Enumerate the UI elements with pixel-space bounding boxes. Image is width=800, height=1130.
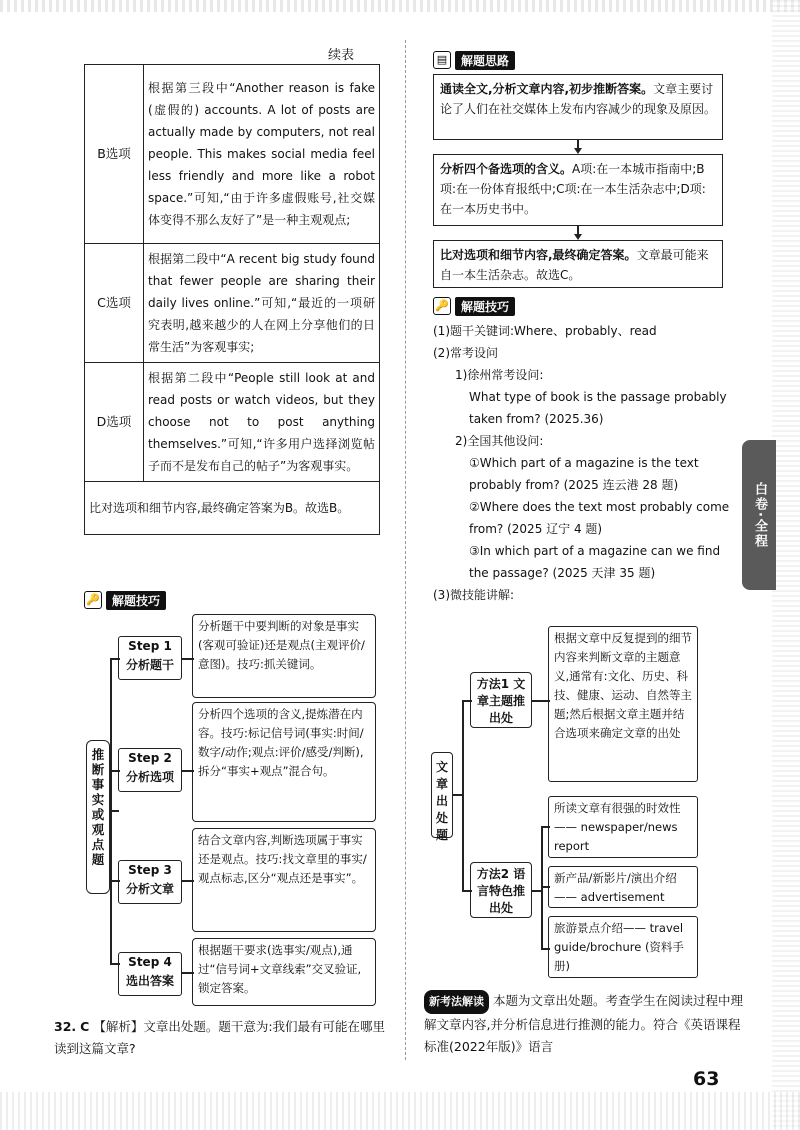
table-row: [85, 363, 380, 482]
connector-line: [110, 658, 112, 963]
tip-line: ①Which part of a magazine is the text probably from? (2025 连云港 28 题): [469, 456, 699, 492]
continued-label: 续表: [328, 48, 355, 63]
step-1-subtitle: 分析题干: [125, 658, 174, 672]
table-row: [85, 482, 380, 535]
connector-line: [462, 700, 464, 890]
step-2-title: Step 2: [128, 751, 172, 765]
tips-list: [433, 320, 733, 606]
flow-step-2: [433, 154, 723, 226]
left-tips-header: [84, 590, 166, 610]
flow-step-2-bold: 分析四个备选项的含义。: [440, 162, 573, 176]
option-label: C选项: [85, 244, 144, 363]
flow-step-1-bold: 通读全文,分析文章内容,初步推断答案。: [440, 82, 654, 96]
key-icon: 🔑: [433, 297, 451, 315]
flow-step-1: [433, 74, 723, 140]
tip-line: ③In which part of a magazine can we find the passage? (2025 天津 35 题): [469, 544, 721, 580]
scan-noise-right: [772, 0, 800, 1130]
option-analysis-table: [84, 64, 380, 535]
conclusion-text: 比对选项和细节内容,最终确定答案为B。故选B。: [85, 482, 380, 535]
document-icon: ▤: [433, 51, 451, 69]
tip-line: ②Where does the text most probably come from? (2025 辽宁 4 题): [469, 500, 730, 536]
side-tab: 白卷·全程: [742, 440, 776, 590]
step-4-title: Step 4: [128, 955, 172, 969]
step-1-title: Step 1: [128, 639, 172, 653]
fact-opinion-vertical-label: 推断事实或观点题: [86, 740, 110, 894]
scan-noise-top: [0, 0, 800, 12]
tip-line: 1)徐州常考设问:: [455, 368, 544, 382]
new-exam-tag: 新考法解读: [424, 990, 489, 1014]
step-4-subtitle: 选出答案: [125, 974, 174, 988]
column-divider: [405, 40, 406, 1060]
option-text: 根据第二段中“A recent big study found that fewer people are sharing their daily lives online.”可知,“最近的一项研究表明,越来越少的人在网上分享他们的日常生活”为客观事实;: [144, 244, 380, 363]
tip-line: (2)常考设问: [433, 346, 498, 360]
method-2-box: 方法2 语言特色推出处: [470, 862, 532, 918]
flow-step-3-bold: 比对选项和细节内容,最终确定答案。: [440, 248, 637, 262]
method-2-item: 所读文章有很强的时效性—— newspaper/news report: [548, 796, 698, 858]
option-text: 根据第三段中“Another reason is fake (虚假的) accounts. A lot of posts are actually made by computers, not real people. This makes social media feel less friendly and more like a robot space.”可知,“由于许多虚假账号,社交媒体变得不那么友好了”是一种主观观点;: [144, 65, 380, 244]
step-4-box: [118, 952, 182, 996]
method-1-desc: 根据文章中反复提到的细节内容来判断文章的主题意义,通常有:文化、历史、科技、健康、运动、自然等主题;然后根据文章主题并结合选项来确定文章的出处: [548, 626, 698, 782]
tip-line: 2)全国其他设问:: [455, 434, 544, 448]
table-row: [85, 65, 380, 244]
flow-step-1-text: 文章主要讨论了人们在社交媒体上发布内容减少的现象及原因。: [440, 82, 717, 116]
step-1-box: [118, 636, 182, 680]
new-exam-note: [424, 990, 744, 1058]
step-3-desc: 结合文章内容,判断选项属于事实还是观点。技巧:找文章里的事实/观点标志,区分“观点还是事实”。: [192, 828, 376, 932]
step-2-box: [118, 748, 182, 792]
method-1-box: 方法1 文章主题推出处: [470, 672, 532, 728]
left-tips-header-text: 解题技巧: [106, 591, 166, 610]
option-label: D选项: [85, 363, 144, 482]
method-2-item: 新产品/新影片/演出介绍—— advertisement: [548, 866, 698, 908]
step-2-desc: 分析四个选项的含义,提炼潜在内容。技巧:标记信号词(事实:时间/数字/动作;观点:评价/感受/判断),拆分“事实+观点”混合句。: [192, 702, 376, 822]
step-1-desc: 分析题干中要判断的对象是事实(客观可验证)还是观点(主观评价/意图)。技巧:抓关键词。: [192, 614, 376, 698]
method-2-item: 旅游景点介绍—— travel guide/brochure (资料手册): [548, 916, 698, 978]
right-tips-header: [433, 296, 515, 316]
step-3-box: [118, 860, 182, 904]
flow-step-2-text: A项:在一本城市指南中;B项:在一份体育报纸中;C项:在一本生活杂志中;D项:在一本历史书中。: [440, 162, 706, 216]
key-icon: 🔑: [84, 591, 102, 609]
question-answer: C: [80, 1019, 90, 1034]
thinking-header: [433, 50, 515, 70]
page-number: 63: [693, 1068, 720, 1090]
option-label: B选项: [85, 65, 144, 244]
option-text: 根据第二段中“People still look at and read posts or watch videos, but they choose not to post anything themselves.”可知,“许多用户选择浏览帖子而不是发布自己的帖子”为客观事实。: [144, 363, 380, 482]
tip-line: (1)题干关键词:Where、probably、read: [433, 324, 657, 338]
question-32: [54, 1016, 390, 1060]
question-explanation: 【解析】文章出处题。题干意为:我们最有可能在哪里读到这篇文章?: [54, 1019, 386, 1056]
right-tips-header-text: 解题技巧: [455, 297, 515, 316]
flow-step-3-text: 文章最可能来自一本生活杂志。故选C。: [440, 248, 709, 282]
connector-line: [111, 810, 119, 812]
scan-noise-bottom: [0, 1092, 800, 1130]
source-question-vertical-label: 文章出处题: [431, 752, 453, 838]
step-3-title: Step 3: [128, 863, 172, 877]
new-exam-text: 本题为文章出处题。考查学生在阅读过程中理解文章内容,并分析信息进行推测的能力。符合《英语课程标准(2022年版)》语言: [424, 993, 743, 1054]
tip-line: What type of book is the passage probably taken from? (2025.36): [469, 390, 727, 426]
question-number: 32.: [54, 1019, 77, 1034]
tip-line: (3)微技能讲解:: [433, 588, 515, 602]
thinking-header-text: 解题思路: [455, 51, 515, 70]
step-3-subtitle: 分析文章: [125, 882, 174, 896]
table-row: [85, 244, 380, 363]
step-2-subtitle: 分析选项: [125, 770, 174, 784]
step-4-desc: 根据题干要求(选事实/观点),通过“信号词+文章线索”交叉验证,锁定答案。: [192, 938, 376, 1006]
flow-step-3: [433, 240, 723, 288]
